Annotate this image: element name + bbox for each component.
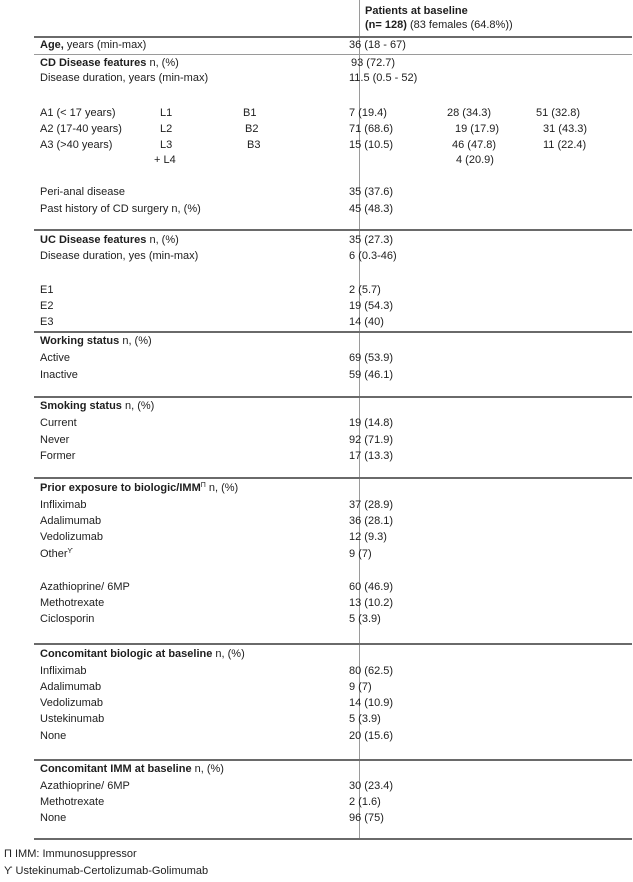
conc-bio-none-label: None — [40, 730, 67, 742]
conc-bio-adalimumab-value: 9 (7) — [349, 681, 372, 693]
header-n-rest: (83 females (64.8%)) — [406, 19, 513, 31]
working-title-rest: n, (%) — [119, 335, 152, 347]
cd-surgery-value: 45 (48.3) — [349, 203, 394, 215]
cd-b1: B1 — [243, 107, 257, 119]
prior-mtx-value: 13 (10.2) — [349, 597, 394, 609]
cd-l4-value: 4 (20.9) — [456, 154, 494, 166]
prior-ciclo-value: 5 (3.9) — [349, 613, 381, 625]
prior-ciclo-row — [34, 612, 632, 627]
conc-imm-none-row — [34, 811, 632, 826]
smoking-never-value: 92 (71.9) — [349, 434, 394, 446]
uc-title-rest: n, (%) — [146, 234, 179, 246]
working-inactive-label: Inactive — [40, 369, 78, 381]
prior-other-sup: ϒ — [67, 548, 73, 555]
conc-imm-mtx-label: Methotrexate — [40, 796, 105, 808]
working-active-row — [34, 351, 632, 366]
cd-surgery-label: Past history of CD surgery n, (%) — [40, 203, 201, 215]
prior-vedolizumab-label: Vedolizumab — [40, 531, 103, 543]
cd-l1-value: 28 (34.3) — [447, 107, 492, 119]
prior-infliximab-value: 37 (28.9) — [349, 499, 394, 511]
prior-adalimumab-value: 36 (28.1) — [349, 515, 394, 527]
conc-imm-aza-label: Azathioprine/ 6MP — [40, 780, 130, 792]
prior-other-label: Other — [40, 548, 68, 560]
working-inactive-value: 59 (46.1) — [349, 369, 394, 381]
cd-title-rest: n, (%) — [146, 57, 179, 69]
smoking-former-value: 17 (13.3) — [349, 450, 394, 462]
prior-infliximab-row — [34, 498, 632, 513]
uc-e1-value: 2 (5.7) — [349, 284, 381, 296]
working-active-value: 69 (53.9) — [349, 352, 394, 364]
prior-title-row — [34, 481, 632, 496]
prior-other-value: 9 (7) — [349, 548, 372, 560]
uc-e2-label: E2 — [40, 300, 54, 312]
conc-bio-none-row — [34, 729, 632, 744]
header-title: Patients at baseline — [365, 5, 468, 17]
rule — [34, 838, 632, 840]
conc-bio-ustekinumab-value: 5 (3.9) — [349, 713, 381, 725]
conc-imm-title-bold: Concomitant IMM at baseline — [40, 763, 192, 775]
smoking-former-label: Former — [40, 450, 76, 462]
prior-mtx-row — [34, 596, 632, 611]
uc-e1-label: E1 — [40, 284, 54, 296]
conc-bio-infliximab-label: Infliximab — [40, 665, 87, 677]
smoking-never-row — [34, 433, 632, 448]
cd-l2-value: 19 (17.9) — [455, 123, 500, 135]
smoking-title-bold: Smoking status — [40, 400, 122, 412]
cd-l1: L1 — [160, 107, 173, 119]
working-active-label: Active — [40, 352, 70, 364]
working-inactive-row — [34, 368, 632, 383]
cd-title-row — [34, 56, 632, 71]
footnote-imm: Π IMM: Immunosuppressor — [4, 848, 137, 860]
uc-e2-value: 19 (54.3) — [349, 300, 394, 312]
prior-aza-label: Azathioprine/ 6MP — [40, 581, 130, 593]
conc-imm-none-value: 96 (75) — [349, 812, 384, 824]
cd-value: 93 (72.7) — [351, 57, 396, 69]
conc-bio-title-bold: Concomitant biologic at baseline — [40, 648, 213, 660]
cd-b3-value: 11 (22.4) — [543, 139, 587, 151]
uc-e3-row — [34, 315, 632, 330]
footnote-other: ϒ Ustekinumab-Certolizumab-Golimumab — [4, 865, 209, 877]
prior-adalimumab-label: Adalimumab — [40, 515, 102, 527]
cd-a2-value: 71 (68.6) — [349, 123, 394, 135]
conc-bio-ustekinumab-row — [34, 712, 632, 727]
prior-ciclo-label: Ciclosporin — [40, 613, 95, 625]
cd-l2: L2 — [160, 123, 173, 135]
conc-imm-title-row — [34, 762, 632, 777]
prior-title-sup: Π — [200, 482, 206, 489]
uc-duration-label: Disease duration, yes (min-max) — [40, 250, 199, 262]
prior-vedolizumab-value: 12 (9.3) — [349, 531, 387, 543]
prior-adalimumab-row — [34, 514, 632, 529]
conc-bio-vedolizumab-row — [34, 696, 632, 711]
uc-e3-value: 14 (40) — [349, 316, 384, 328]
smoking-current-label: Current — [40, 417, 77, 429]
conc-bio-none-value: 20 (15.6) — [349, 730, 394, 742]
conc-bio-ustekinumab-label: Ustekinumab — [40, 713, 105, 725]
conc-imm-mtx-value: 2 (1.6) — [349, 796, 381, 808]
header-n-bold: (n= 128) — [365, 19, 407, 31]
header-n — [365, 18, 513, 33]
uc-duration-value: 6 (0.3-46) — [349, 250, 397, 262]
cd-perianal-row — [34, 185, 632, 200]
uc-e1-row — [34, 283, 632, 298]
cd-l4: + L4 — [154, 154, 176, 166]
working-title-row — [34, 334, 632, 349]
smoking-current-value: 19 (14.8) — [349, 417, 394, 429]
cd-b2: B2 — [245, 123, 259, 135]
conc-bio-vedolizumab-value: 14 (10.9) — [349, 697, 394, 709]
cd-l3-value: 46 (47.8) — [452, 139, 497, 151]
smoking-never-label: Never — [40, 434, 70, 446]
prior-mtx-label: Methotrexate — [40, 597, 105, 609]
smoking-current-row — [34, 416, 632, 431]
conc-bio-title-rest: n, (%) — [212, 648, 245, 660]
rule — [34, 396, 632, 398]
cd-duration-label: Disease duration, years (min-max) — [40, 72, 209, 84]
uc-title-row — [34, 233, 632, 248]
cd-a2: A2 (17-40 years) — [40, 123, 122, 135]
age-row — [34, 38, 632, 53]
cd-perianal-value: 35 (37.6) — [349, 186, 394, 198]
cd-b2-value: 31 (43.3) — [543, 123, 588, 135]
uc-e3-label: E3 — [40, 316, 54, 328]
cd-duration-value: 11.5 (0.5 - 52) — [349, 72, 418, 84]
cd-a3-value: 15 (10.5) — [349, 139, 394, 151]
cd-a1: A1 (< 17 years) — [40, 107, 116, 119]
working-title-bold: Working status — [40, 335, 120, 347]
conc-bio-adalimumab-row — [34, 680, 632, 695]
rule — [34, 477, 632, 479]
conc-bio-infliximab-value: 80 (62.5) — [349, 665, 394, 677]
conc-imm-title-rest: n, (%) — [191, 763, 224, 775]
cd-duration-row — [34, 71, 632, 86]
uc-e2-row — [34, 299, 632, 314]
conc-bio-adalimumab-label: Adalimumab — [40, 681, 102, 693]
smoking-title-rest: n, (%) — [121, 400, 155, 412]
cd-b3: B3 — [247, 139, 261, 151]
conc-bio-infliximab-row — [34, 664, 632, 679]
age-value: 36 (18 - 67) — [349, 39, 406, 51]
prior-title-bold: Prior exposure to biologic/IMM — [40, 482, 201, 494]
prior-other-row — [34, 547, 632, 562]
smoking-title-row — [34, 399, 632, 414]
cd-b1-value: 51 (32.8) — [536, 107, 581, 119]
rule — [34, 759, 632, 761]
cd-surgery-row — [34, 202, 632, 217]
uc-duration-row — [34, 249, 632, 264]
age-label-bold: Age, — [40, 39, 64, 51]
cd-perianal-label: Peri-anal disease — [40, 186, 125, 198]
age-label-rest: years (min-max) — [63, 39, 147, 51]
rule — [34, 229, 632, 231]
conc-bio-vedolizumab-label: Vedolizumab — [40, 697, 103, 709]
prior-aza-row — [34, 580, 632, 595]
cd-a3: A3 (>40 years) — [40, 139, 113, 151]
prior-title-rest: n, (%) — [205, 482, 239, 494]
prior-infliximab-label: Infliximab — [40, 499, 87, 511]
cd-a1-value: 7 (19.4) — [349, 107, 387, 119]
cd-l3: L3 — [160, 139, 173, 151]
uc-value: 35 (27.3) — [349, 234, 394, 246]
rule — [34, 643, 632, 645]
baseline-table — [34, 0, 632, 840]
conc-imm-none-label: None — [40, 812, 67, 824]
rule — [34, 54, 632, 55]
conc-imm-aza-row — [34, 779, 632, 794]
rule — [34, 331, 632, 333]
uc-title-bold: UC Disease features — [40, 234, 147, 246]
prior-aza-value: 60 (46.9) — [349, 581, 394, 593]
conc-imm-mtx-row — [34, 795, 632, 810]
conc-imm-aza-value: 30 (23.4) — [349, 780, 394, 792]
conc-bio-title-row — [34, 647, 632, 662]
smoking-former-row — [34, 449, 632, 464]
cd-title-bold: CD Disease features — [40, 57, 147, 69]
prior-vedolizumab-row — [34, 530, 632, 545]
